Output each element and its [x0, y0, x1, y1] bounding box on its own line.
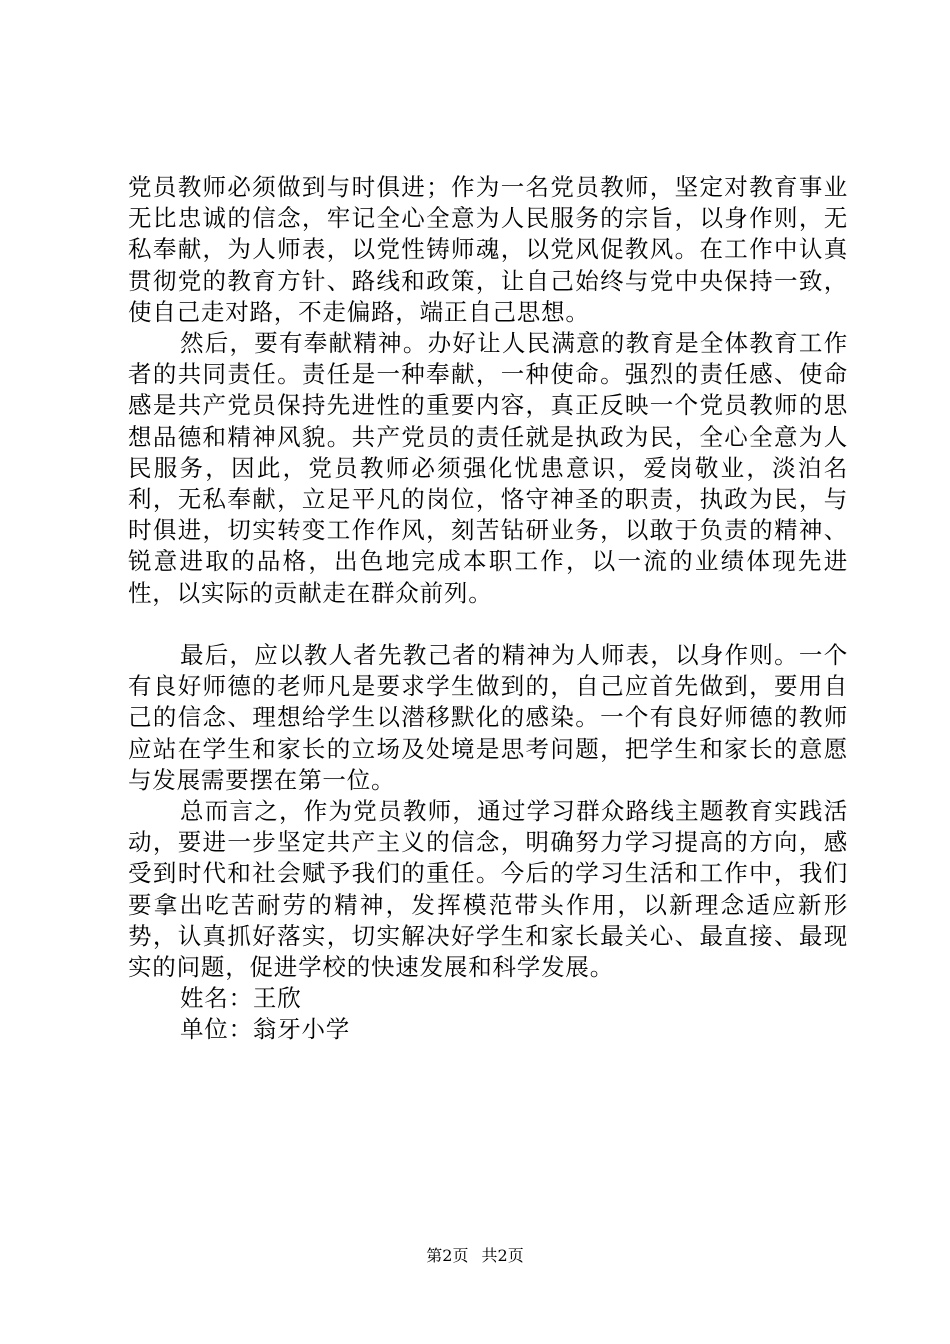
page-footer [0, 1243, 950, 1266]
document-body [128, 172, 848, 1046]
signature-unit: 单位：翁牙小学 [180, 1015, 351, 1044]
paragraph-role-model: 最后，应以教人者先教己者的精神为人师表，以身作则。一个有良好师德的老师凡是要求学生做到的，自己应首先做到，要用自己的信念、理想给学生以潜移默化的感染。一个有良好师德的教师应站在学生和家长的立场及处境是思考问题，把学生和家长的意愿与发展需要摆在第一位。 [128, 641, 848, 794]
page-number-total: 共2页 [481, 1246, 524, 1265]
signature-name: 姓名：王欣 [180, 984, 302, 1013]
paragraph-dedication: 然后，要有奉献精神。办好让人民满意的教育是全体教育工作者的共同责任。责任是一种奉献，一种使命。强烈的责任感、使命感是共产党员保持先进性的重要内容，真正反映一个党员教师的思想品德和精神风貌。共产党员的责任就是执政为民，全心全意为人民服务，因此，党员教师必须强化忧患意识，爱岗敬业，淡泊名利，无私奉献，立足平凡的岗位，恪守神圣的职责，执政为民，与时俱进，切实转变工作作风，刻苦钻研业务，以敢于负责的精神、锐意进取的品格，出色地完成本职工作，以一流的业绩体现先进性，以实际的贡献走在群众前列。 [128, 329, 848, 607]
paragraph-continuation: 党员教师必须做到与时俱进；作为一名党员教师，坚定对教育事业无比忠诚的信念，牢记全心全意为人民服务的宗旨，以身作则，无私奉献，为人师表，以党性铸师魂，以党风促教风。在工作中认真贯彻党的教育方针、路线和政策，让自己始终与党中央保持一致，使自己走对路，不走偏路，端正自己思想。 [128, 173, 848, 326]
paragraph-spacer [128, 609, 848, 640]
page-number-current: 第2页 [426, 1246, 469, 1265]
paragraph-conclusion: 总而言之，作为党员教师，通过学习群众路线主题教育实践活动，要进一步坚定共产主义的信念，明确努力学习提高的方向，感受到时代和社会赋予我们的重任。今后的学习生活和工作中，我们要拿出吃苦耐劳的精神，发挥模范带头作用，以新理念适应新形势，认真抓好落实，切实解决好学生和家长最关心、最直接、最现实的问题，促进学校的快速发展和科学发展。 [128, 797, 848, 982]
